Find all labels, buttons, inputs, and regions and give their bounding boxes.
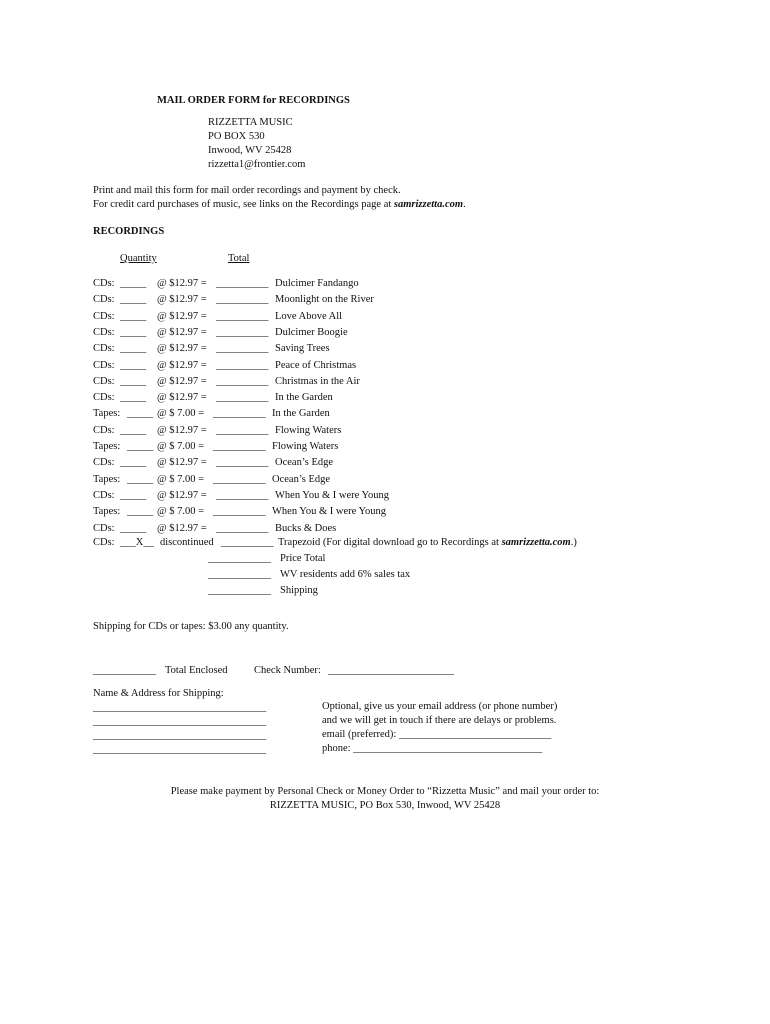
item-title: When You & I were Young xyxy=(275,490,390,501)
item-total-blank[interactable]: __________ xyxy=(216,490,269,501)
page-title: MAIL ORDER FORM for RECORDINGS xyxy=(157,95,350,106)
item-title: Ocean’s Edge xyxy=(272,474,331,485)
item-type: CDs: xyxy=(93,343,115,354)
shipping-note: Shipping for CDs or tapes: $3.00 any quantity. xyxy=(93,621,289,632)
ship-address-line-3[interactable]: _________________________________ xyxy=(93,730,267,741)
item-total-blank[interactable]: __________ xyxy=(216,392,269,403)
item-qty-blank[interactable]: _____ xyxy=(120,311,147,322)
discontinued-title xyxy=(278,536,577,549)
item-price: @ $12.97 = xyxy=(157,392,207,403)
item-title: In the Garden xyxy=(272,408,330,419)
discontinued-total-blank[interactable]: __________ xyxy=(221,537,274,548)
recordings-heading: RECORDINGS xyxy=(93,226,165,237)
phone-label: phone: xyxy=(322,743,351,754)
item-price: @ $12.97 = xyxy=(157,457,207,468)
check-number-label: Check Number: xyxy=(254,665,321,676)
optional-line-1: Optional, give us your email address (or phone number) xyxy=(322,701,558,712)
item-type: Tapes: xyxy=(93,408,121,419)
ship-address-line-1[interactable]: _________________________________ xyxy=(93,702,267,713)
total-enclosed-label: Total Enclosed xyxy=(165,665,228,676)
ship-address-line-4[interactable]: _________________________________ xyxy=(93,744,267,755)
item-title: Flowing Waters xyxy=(275,425,342,436)
website-link[interactable]: samrizzetta.com xyxy=(393,199,464,210)
item-title: Bucks & Does xyxy=(275,523,337,534)
item-type: CDs: xyxy=(93,278,115,289)
footer-line-2: RIZZETTA MUSIC, PO Box 530, Inwood, WV 25428 xyxy=(269,800,501,811)
discontinued-title-suffix: .) xyxy=(570,537,577,548)
item-price: @ $ 7.00 = xyxy=(157,474,205,485)
item-qty-blank[interactable]: _____ xyxy=(120,327,147,338)
intro-line-1: Print and mail this form for mail order recordings and payment by check. xyxy=(93,185,401,196)
item-qty-blank[interactable]: _____ xyxy=(127,506,154,517)
item-title: Christmas in the Air xyxy=(275,376,360,387)
email-label: email (preferred): xyxy=(322,729,397,740)
address-name: RIZZETTA MUSIC xyxy=(208,117,293,128)
item-type: CDs: xyxy=(93,327,115,338)
item-price: @ $12.97 = xyxy=(157,294,207,305)
item-type: CDs: xyxy=(93,294,115,305)
ship-address-label: Name & Address for Shipping: xyxy=(93,688,224,699)
item-title: Ocean’s Edge xyxy=(275,457,334,468)
item-qty-blank[interactable]: _____ xyxy=(120,490,147,501)
item-title: Moonlight on the River xyxy=(275,294,374,305)
shipping-blank[interactable]: ____________ xyxy=(208,585,271,596)
item-price: @ $12.97 = xyxy=(157,343,207,354)
item-qty-blank[interactable]: _____ xyxy=(127,441,154,452)
item-qty-blank[interactable]: _____ xyxy=(120,278,147,289)
item-total-blank[interactable]: __________ xyxy=(216,327,269,338)
intro-line-2-prefix: For credit card purchases of music, see links on the Recordings page at xyxy=(93,199,394,210)
item-total-blank[interactable]: __________ xyxy=(216,376,269,387)
item-total-blank[interactable]: __________ xyxy=(216,457,269,468)
item-title: Love Above All xyxy=(275,311,343,322)
item-total-blank[interactable]: __________ xyxy=(216,278,269,289)
item-total-blank[interactable]: __________ xyxy=(213,408,266,419)
address-email: rizzetta1@frontier.com xyxy=(208,159,306,170)
item-title: Dulcimer Boogie xyxy=(275,327,348,338)
item-type: CDs: xyxy=(93,376,115,387)
item-total-blank[interactable]: __________ xyxy=(216,294,269,305)
intro-line-2 xyxy=(93,198,466,211)
item-price: @ $12.97 = xyxy=(157,278,207,289)
discontinued-type: CDs: xyxy=(93,537,115,548)
item-price: @ $12.97 = xyxy=(157,327,207,338)
item-qty-blank[interactable]: _____ xyxy=(120,360,147,371)
item-price: @ $12.97 = xyxy=(157,490,207,501)
item-title: When You & I were Young xyxy=(272,506,387,517)
intro-line-2-suffix: . xyxy=(463,199,466,210)
item-total-blank[interactable]: __________ xyxy=(216,311,269,322)
price-total-blank[interactable]: ____________ xyxy=(208,553,271,564)
ship-address-line-2[interactable]: _________________________________ xyxy=(93,716,267,727)
item-total-blank[interactable]: __________ xyxy=(216,425,269,436)
item-title: Peace of Christmas xyxy=(275,360,357,371)
item-type: CDs: xyxy=(93,523,115,534)
item-type: CDs: xyxy=(93,360,115,371)
sales-tax-blank[interactable]: ____________ xyxy=(208,569,271,580)
item-qty-blank[interactable]: _____ xyxy=(120,392,147,403)
item-total-blank[interactable]: __________ xyxy=(213,441,266,452)
item-type: CDs: xyxy=(93,392,115,403)
item-price: @ $ 7.00 = xyxy=(157,506,205,517)
item-total-blank[interactable]: __________ xyxy=(213,506,266,517)
item-type: Tapes: xyxy=(93,506,121,517)
item-qty-blank[interactable]: _____ xyxy=(120,294,147,305)
footer-line-1: Please make payment by Personal Check or Money Order to “Rizzetta Music” and mail your order to: xyxy=(170,786,600,797)
item-qty-blank[interactable]: _____ xyxy=(120,457,147,468)
optional-line-2: and we will get in touch if there are delays or problems. xyxy=(322,715,557,726)
item-qty-blank[interactable]: _____ xyxy=(127,408,154,419)
item-price: @ $ 7.00 = xyxy=(157,408,205,419)
shipping-label: Shipping xyxy=(280,585,318,596)
item-type: CDs: xyxy=(93,311,115,322)
item-price: @ $12.97 = xyxy=(157,425,207,436)
total-enclosed-blank[interactable]: ____________ xyxy=(93,665,156,676)
item-type: CDs: xyxy=(93,457,115,468)
check-number-blank[interactable]: ________________________ xyxy=(328,665,454,676)
discontinued-qty-mark: ___X__ xyxy=(120,537,154,548)
item-title: In the Garden xyxy=(275,392,333,403)
item-total-blank[interactable]: __________ xyxy=(216,360,269,371)
discontinued-website-link[interactable]: samrizzetta.com xyxy=(501,537,571,548)
item-title: Saving Trees xyxy=(275,343,330,354)
column-quantity: Quantity xyxy=(120,253,157,264)
item-price: @ $ 7.00 = xyxy=(157,441,205,452)
item-qty-blank[interactable]: _____ xyxy=(120,425,147,436)
price-total-label: Price Total xyxy=(280,553,326,564)
column-total: Total xyxy=(228,253,250,264)
sales-tax-label: WV residents add 6% sales tax xyxy=(280,569,411,580)
item-qty-blank[interactable]: _____ xyxy=(120,376,147,387)
item-title: Dulcimer Fandango xyxy=(275,278,359,289)
item-type: CDs: xyxy=(93,425,115,436)
email-blank[interactable]: _____________________________ xyxy=(398,729,552,740)
item-price: @ $12.97 = xyxy=(157,523,207,534)
item-price: @ $12.97 = xyxy=(157,311,207,322)
item-type: Tapes: xyxy=(93,474,121,485)
item-total-blank[interactable]: __________ xyxy=(213,474,266,485)
discontinued-status: discontinued xyxy=(160,537,214,548)
item-total-blank[interactable]: __________ xyxy=(216,343,269,354)
item-type: CDs: xyxy=(93,490,115,501)
address-city: Inwood, WV 25428 xyxy=(208,145,292,156)
item-qty-blank[interactable]: _____ xyxy=(120,523,147,534)
item-title: Flowing Waters xyxy=(272,441,339,452)
item-qty-blank[interactable]: _____ xyxy=(127,474,154,485)
phone-row xyxy=(322,742,542,755)
discontinued-title-prefix: Trapezoid (For digital download go to Recordings at xyxy=(278,537,502,548)
item-qty-blank[interactable]: _____ xyxy=(120,343,147,354)
item-type: Tapes: xyxy=(93,441,121,452)
address-box: PO BOX 530 xyxy=(208,131,265,142)
item-price: @ $12.97 = xyxy=(157,360,207,371)
phone-blank[interactable]: ____________________________________ xyxy=(353,743,543,754)
item-total-blank[interactable]: __________ xyxy=(216,523,269,534)
item-price: @ $12.97 = xyxy=(157,376,207,387)
email-row xyxy=(322,728,551,741)
